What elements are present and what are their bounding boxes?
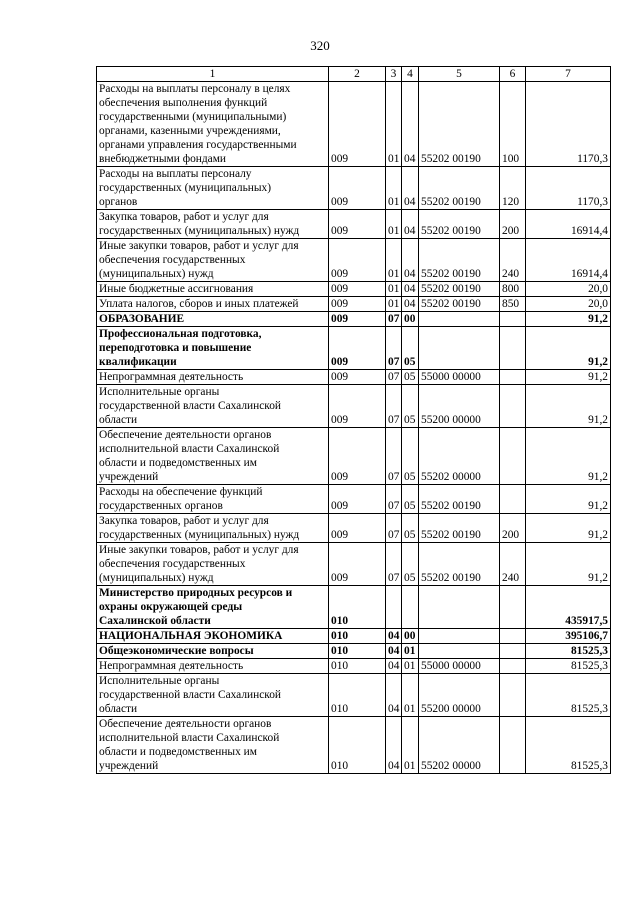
table-row: [97, 514, 611, 543]
cell-subsection: 05: [402, 370, 419, 385]
cell-target: [419, 586, 500, 629]
cell-section: 07: [386, 428, 402, 485]
cell-ministry: 009: [329, 282, 386, 297]
cell-section: 01: [386, 239, 402, 282]
cell-section: 04: [386, 644, 402, 659]
cell-name: НАЦИОНАЛЬНАЯ ЭКОНОМИКА: [97, 629, 329, 644]
cell-section: 07: [386, 543, 402, 586]
cell-target: 55200 00000: [419, 385, 500, 428]
budget-table: [96, 66, 611, 774]
cell-type: 200: [500, 210, 526, 239]
cell-type: [500, 385, 526, 428]
cell-amount: 16914,4: [526, 210, 611, 239]
cell-amount: 435917,5: [526, 586, 611, 629]
cell-amount: 91,2: [526, 485, 611, 514]
cell-subsection: 00: [402, 312, 419, 327]
cell-name: Закупка товаров, работ и услуг для государственных (муниципальных) нужд: [97, 210, 329, 239]
cell-subsection: 05: [402, 327, 419, 370]
cell-target: 55000 00000: [419, 659, 500, 674]
cell-section: 07: [386, 370, 402, 385]
cell-amount: 1170,3: [526, 82, 611, 167]
header-col-subsection: 4: [402, 67, 419, 82]
table-row: [97, 297, 611, 312]
cell-target: 55202 00190: [419, 485, 500, 514]
cell-subsection: 04: [402, 167, 419, 210]
cell-type: 200: [500, 514, 526, 543]
cell-amount: 20,0: [526, 297, 611, 312]
cell-type: 800: [500, 282, 526, 297]
cell-type: [500, 674, 526, 717]
cell-name: Расходы на выплаты персоналу в целях обеспечения выполнения функций государственными (муниципальными) органами, казенными учреждениями, органами управления государственными внебюджетными фондами: [97, 82, 329, 167]
cell-section: 01: [386, 282, 402, 297]
cell-section: [386, 586, 402, 629]
cell-ministry: 009: [329, 82, 386, 167]
cell-section: 07: [386, 327, 402, 370]
cell-section: 01: [386, 297, 402, 312]
cell-amount: 91,2: [526, 514, 611, 543]
cell-amount: 91,2: [526, 370, 611, 385]
cell-amount: 81525,3: [526, 717, 611, 774]
cell-subsection: 01: [402, 717, 419, 774]
cell-name: ОБРАЗОВАНИЕ: [97, 312, 329, 327]
cell-type: [500, 629, 526, 644]
cell-type: [500, 586, 526, 629]
cell-subsection: 05: [402, 428, 419, 485]
cell-target: [419, 327, 500, 370]
cell-subsection: 05: [402, 543, 419, 586]
cell-subsection: 05: [402, 385, 419, 428]
cell-type: 120: [500, 167, 526, 210]
cell-amount: 1170,3: [526, 167, 611, 210]
cell-subsection: 01: [402, 659, 419, 674]
cell-subsection: 05: [402, 514, 419, 543]
cell-ministry: 009: [329, 370, 386, 385]
table-row: [97, 210, 611, 239]
cell-ministry: 009: [329, 297, 386, 312]
cell-amount: 91,2: [526, 543, 611, 586]
cell-type: [500, 312, 526, 327]
cell-section: 04: [386, 674, 402, 717]
cell-target: 55202 00190: [419, 297, 500, 312]
cell-ministry: 009: [329, 543, 386, 586]
cell-ministry: 009: [329, 312, 386, 327]
cell-name: Исполнительные органы государственной власти Сахалинской области: [97, 385, 329, 428]
cell-amount: 81525,3: [526, 644, 611, 659]
header-row: [97, 67, 611, 82]
cell-type: [500, 370, 526, 385]
cell-section: 01: [386, 82, 402, 167]
cell-subsection: 01: [402, 644, 419, 659]
cell-amount: 91,2: [526, 327, 611, 370]
cell-target: [419, 644, 500, 659]
cell-subsection: 04: [402, 282, 419, 297]
cell-name: Иные закупки товаров, работ и услуг для обеспечения государственных (муниципальных) нужд: [97, 239, 329, 282]
cell-section: 04: [386, 629, 402, 644]
header-col-target: 5: [419, 67, 500, 82]
cell-ministry: 009: [329, 327, 386, 370]
cell-ministry: 009: [329, 239, 386, 282]
table-row: [97, 82, 611, 167]
cell-name: Расходы на выплаты персоналу государственных (муниципальных) органов: [97, 167, 329, 210]
header-col-section: 3: [386, 67, 402, 82]
table-row: [97, 543, 611, 586]
cell-amount: 91,2: [526, 312, 611, 327]
cell-target: 55202 00190: [419, 167, 500, 210]
cell-amount: 81525,3: [526, 659, 611, 674]
cell-subsection: 04: [402, 210, 419, 239]
table-row: [97, 167, 611, 210]
cell-section: 07: [386, 485, 402, 514]
cell-subsection: 01: [402, 674, 419, 717]
cell-amount: 91,2: [526, 385, 611, 428]
cell-section: 01: [386, 167, 402, 210]
table-row: [97, 312, 611, 327]
cell-type: [500, 659, 526, 674]
cell-name: Иные закупки товаров, работ и услуг для обеспечения государственных (муниципальных) нужд: [97, 543, 329, 586]
cell-target: 55202 00190: [419, 514, 500, 543]
cell-type: 240: [500, 543, 526, 586]
cell-ministry: 009: [329, 210, 386, 239]
cell-type: 850: [500, 297, 526, 312]
cell-target: 55202 00000: [419, 717, 500, 774]
cell-amount: 91,2: [526, 428, 611, 485]
cell-name: Общеэкономические вопросы: [97, 644, 329, 659]
cell-ministry: 010: [329, 717, 386, 774]
cell-amount: 81525,3: [526, 674, 611, 717]
cell-target: 55202 00190: [419, 282, 500, 297]
cell-target: [419, 312, 500, 327]
cell-type: [500, 485, 526, 514]
cell-name: Иные бюджетные ассигнования: [97, 282, 329, 297]
table-row: [97, 659, 611, 674]
cell-target: 55202 00190: [419, 210, 500, 239]
cell-subsection: [402, 586, 419, 629]
page-number: 320: [310, 38, 330, 53]
cell-ministry: 010: [329, 586, 386, 629]
table-row: [97, 385, 611, 428]
cell-ministry: 009: [329, 385, 386, 428]
cell-name: Закупка товаров, работ и услуг для государственных (муниципальных) нужд: [97, 514, 329, 543]
cell-ministry: 009: [329, 167, 386, 210]
cell-name: Непрограммная деятельность: [97, 659, 329, 674]
header-col-type: 6: [500, 67, 526, 82]
cell-name: Уплата налогов, сборов и иных платежей: [97, 297, 329, 312]
cell-name: Непрограммная деятельность: [97, 370, 329, 385]
cell-ministry: 009: [329, 428, 386, 485]
cell-subsection: 04: [402, 239, 419, 282]
cell-name: Профессиональная подготовка, переподготовка и повышение квалификации: [97, 327, 329, 370]
cell-ministry: 010: [329, 644, 386, 659]
cell-subsection: 05: [402, 485, 419, 514]
cell-name: Министерство природных ресурсов и охраны окружающей среды Сахалинской области: [97, 586, 329, 629]
cell-subsection: 04: [402, 82, 419, 167]
cell-amount: 20,0: [526, 282, 611, 297]
cell-type: [500, 428, 526, 485]
cell-ministry: 009: [329, 514, 386, 543]
table-row: [97, 282, 611, 297]
cell-name: Обеспечение деятельности органов исполнительной власти Сахалинской области и подведомственных им учреждений: [97, 428, 329, 485]
cell-target: 55202 00190: [419, 239, 500, 282]
header-col-ministry: 2: [329, 67, 386, 82]
cell-section: 07: [386, 312, 402, 327]
cell-subsection: 04: [402, 297, 419, 312]
table-row: [97, 428, 611, 485]
cell-name: Обеспечение деятельности органов исполнительной власти Сахалинской области и подведомственных им учреждений: [97, 717, 329, 774]
table-row: [97, 629, 611, 644]
cell-ministry: 010: [329, 659, 386, 674]
cell-target: [419, 629, 500, 644]
cell-name: Исполнительные органы государственной власти Сахалинской области: [97, 674, 329, 717]
table-row: [97, 485, 611, 514]
cell-section: 04: [386, 717, 402, 774]
cell-ministry: 010: [329, 674, 386, 717]
cell-section: 01: [386, 210, 402, 239]
cell-target: 55202 00190: [419, 543, 500, 586]
table-row: [97, 674, 611, 717]
cell-target: 55202 00000: [419, 428, 500, 485]
table-row: [97, 644, 611, 659]
table-body: [97, 82, 611, 774]
table-row: [97, 327, 611, 370]
cell-ministry: 010: [329, 629, 386, 644]
table-row: [97, 717, 611, 774]
cell-amount: 16914,4: [526, 239, 611, 282]
cell-type: 240: [500, 239, 526, 282]
header-col-name: 1: [97, 67, 329, 82]
cell-type: [500, 644, 526, 659]
cell-name: Расходы на обеспечение функций государственных органов: [97, 485, 329, 514]
cell-subsection: 00: [402, 629, 419, 644]
header-col-amount: 7: [526, 67, 611, 82]
cell-target: 55000 00000: [419, 370, 500, 385]
cell-type: 100: [500, 82, 526, 167]
cell-section: 07: [386, 385, 402, 428]
table-row: [97, 239, 611, 282]
cell-amount: 395106,7: [526, 629, 611, 644]
cell-target: 55202 00190: [419, 82, 500, 167]
cell-type: [500, 327, 526, 370]
cell-type: [500, 717, 526, 774]
cell-target: 55200 00000: [419, 674, 500, 717]
table-row: [97, 370, 611, 385]
cell-ministry: 009: [329, 485, 386, 514]
cell-section: 04: [386, 659, 402, 674]
table-row: [97, 586, 611, 629]
cell-section: 07: [386, 514, 402, 543]
